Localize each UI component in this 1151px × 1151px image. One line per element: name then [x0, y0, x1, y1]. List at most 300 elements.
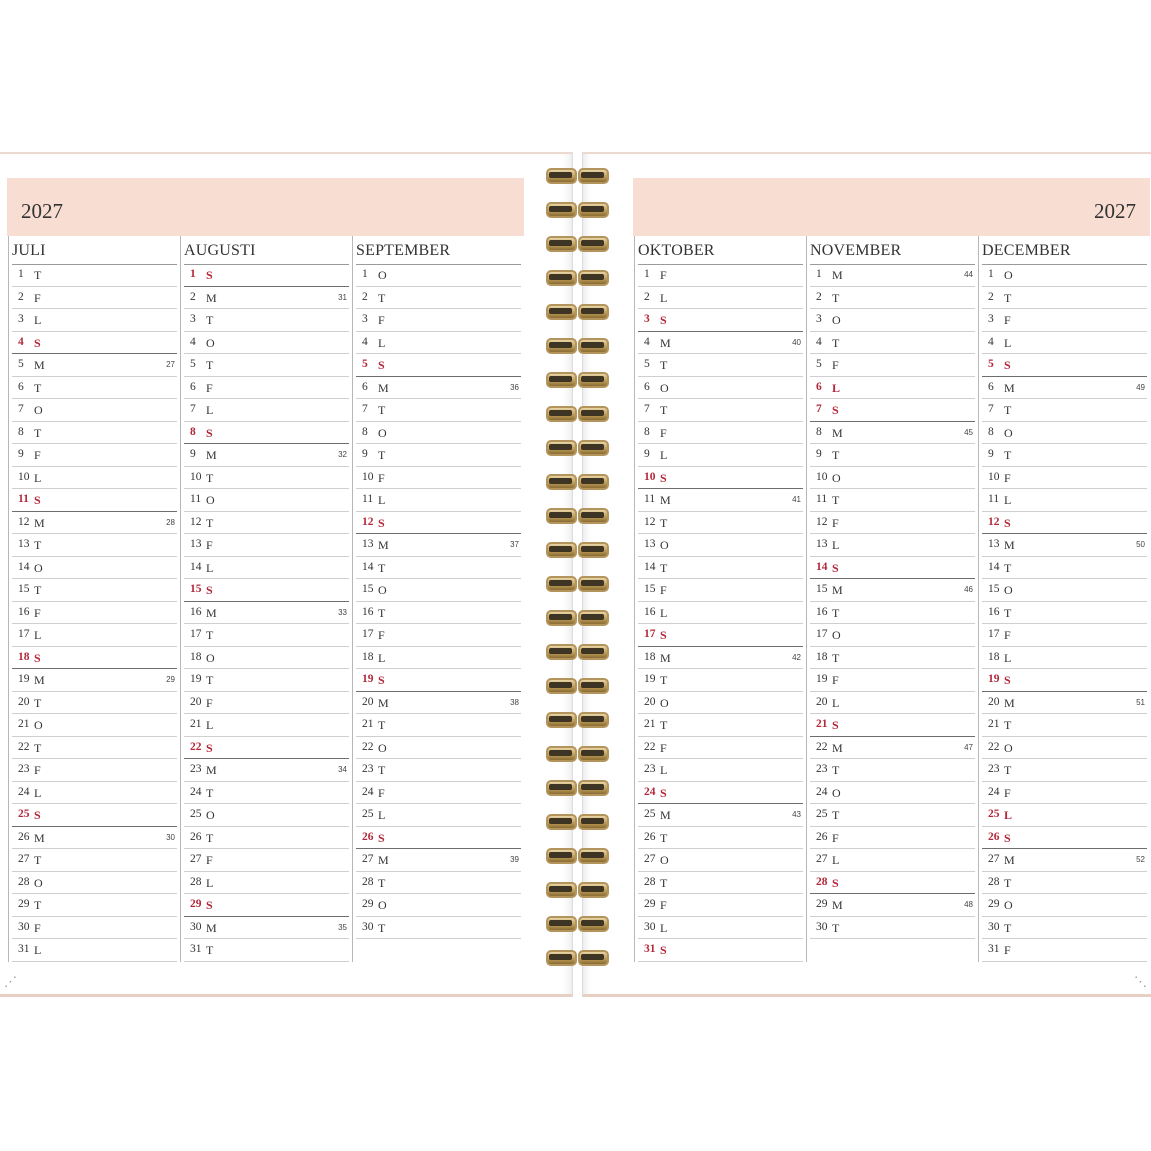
day-number: 13: [988, 538, 1000, 550]
day-row[interactable]: [638, 354, 803, 377]
spiral-ring: [545, 610, 611, 624]
day-row[interactable]: [12, 894, 177, 917]
month-column-december: [978, 236, 1151, 962]
day-row[interactable]: [184, 354, 349, 377]
day-row[interactable]: [982, 692, 1147, 715]
weekday-letter: L: [1004, 650, 1012, 665]
day-row[interactable]: [810, 804, 975, 827]
day-row[interactable]: [982, 354, 1147, 377]
day-number: 26: [190, 830, 202, 843]
week-number: 27: [166, 360, 175, 369]
weekday-letter: T: [660, 403, 668, 417]
day-row[interactable]: [184, 444, 349, 467]
day-row[interactable]: [356, 332, 521, 355]
day-number: 31: [988, 943, 1000, 955]
day-row[interactable]: [184, 849, 349, 872]
day-row[interactable]: [356, 737, 521, 760]
day-row[interactable]: [184, 399, 349, 422]
day-row[interactable]: [810, 894, 975, 917]
day-number: 15: [988, 583, 1000, 595]
weekday-letter: T: [660, 830, 668, 845]
day-row[interactable]: [12, 399, 177, 422]
day-number: 17: [816, 628, 828, 640]
day-number: 7: [816, 403, 822, 415]
weekday-letter: S: [34, 493, 41, 507]
weekday-letter: L: [1004, 808, 1013, 822]
day-row[interactable]: [356, 917, 521, 940]
day-row[interactable]: [810, 602, 975, 625]
day-row[interactable]: [184, 939, 349, 962]
day-row[interactable]: [982, 669, 1147, 692]
day-row[interactable]: [356, 827, 521, 850]
weekday-letter: T: [832, 448, 840, 462]
weekday-letter: F: [378, 785, 385, 800]
day-number: 5: [362, 358, 368, 370]
day-row[interactable]: [356, 534, 521, 557]
day-number: 19: [362, 673, 374, 685]
day-row[interactable]: [356, 692, 521, 715]
day-number: 23: [816, 763, 828, 775]
day-row[interactable]: [356, 377, 521, 400]
day-row[interactable]: [982, 579, 1147, 602]
day-row[interactable]: [356, 354, 521, 377]
day-row[interactable]: [356, 399, 521, 422]
day-row[interactable]: [12, 422, 177, 445]
spiral-ring: [545, 270, 611, 284]
day-number: 1: [18, 268, 24, 280]
day-row[interactable]: [12, 624, 177, 647]
weekday-letter: L: [206, 403, 214, 417]
weekday-letter: F: [34, 448, 41, 462]
day-number: 6: [816, 380, 822, 393]
weekday-letter: F: [34, 763, 41, 777]
day-row[interactable]: [982, 264, 1147, 287]
day-row[interactable]: [638, 377, 803, 400]
weekday-letter: S: [378, 358, 385, 372]
day-row[interactable]: [12, 557, 177, 580]
day-row[interactable]: [638, 624, 803, 647]
day-number: 8: [18, 425, 24, 438]
day-number: 30: [644, 920, 656, 933]
day-row[interactable]: [12, 377, 177, 400]
day-row[interactable]: [184, 872, 349, 895]
day-row[interactable]: [810, 309, 975, 332]
day-row[interactable]: [810, 264, 975, 287]
day-row[interactable]: [356, 264, 521, 287]
day-row[interactable]: [184, 804, 349, 827]
day-row[interactable]: [356, 669, 521, 692]
day-row[interactable]: [12, 714, 177, 737]
day-row[interactable]: [12, 917, 177, 940]
weekday-letter: O: [660, 853, 669, 867]
weekday-letter: M: [206, 763, 217, 777]
day-row[interactable]: [638, 939, 803, 962]
day-row[interactable]: [12, 309, 177, 332]
day-row[interactable]: [982, 894, 1147, 917]
day-number: 28: [816, 875, 828, 888]
day-row[interactable]: [184, 534, 349, 557]
day-row[interactable]: [810, 444, 975, 467]
day-row[interactable]: [12, 782, 177, 805]
weekday-letter: L: [378, 808, 386, 822]
spiral-ring: [545, 338, 611, 352]
day-row[interactable]: [184, 692, 349, 715]
weekday-letter: S: [34, 335, 41, 350]
day-row[interactable]: [12, 534, 177, 557]
day-row[interactable]: [638, 602, 803, 625]
weekday-letter: L: [34, 470, 42, 485]
spiral-ring: [545, 406, 611, 420]
day-row[interactable]: [12, 332, 177, 355]
day-row[interactable]: [810, 377, 975, 400]
weekday-letter: S: [206, 740, 213, 755]
spiral-ring: [545, 916, 611, 930]
day-row[interactable]: [982, 602, 1147, 625]
day-number: 12: [362, 515, 374, 528]
day-row[interactable]: [982, 512, 1147, 535]
weekday-letter: F: [660, 583, 667, 597]
day-number: 4: [644, 335, 650, 348]
day-row[interactable]: [184, 827, 349, 850]
day-row[interactable]: [356, 804, 521, 827]
day-number: 31: [190, 943, 202, 955]
day-row[interactable]: [12, 647, 177, 670]
weekday-letter: S: [206, 583, 213, 597]
weekday-letter: T: [206, 830, 214, 845]
day-row[interactable]: [356, 647, 521, 670]
day-row[interactable]: [638, 399, 803, 422]
day-row[interactable]: [356, 557, 521, 580]
day-row[interactable]: [810, 489, 975, 512]
week-number: 31: [338, 292, 347, 302]
day-row[interactable]: [12, 287, 177, 310]
day-row[interactable]: [638, 827, 803, 850]
day-row[interactable]: [982, 827, 1147, 850]
weekday-letter: T: [832, 920, 840, 935]
weekday-letter: L: [832, 695, 840, 710]
day-row[interactable]: [982, 444, 1147, 467]
day-number: 29: [816, 898, 828, 910]
day-row[interactable]: [810, 917, 975, 940]
day-row[interactable]: [810, 399, 975, 422]
day-row[interactable]: [184, 579, 349, 602]
day-row[interactable]: [810, 782, 975, 805]
day-row[interactable]: [638, 804, 803, 827]
day-number: 12: [816, 515, 828, 528]
day-row[interactable]: [810, 467, 975, 490]
day-row[interactable]: [638, 714, 803, 737]
day-row[interactable]: [982, 377, 1147, 400]
day-row[interactable]: [356, 782, 521, 805]
weekday-letter: T: [206, 943, 214, 957]
day-row[interactable]: [12, 669, 177, 692]
day-number: 6: [988, 380, 994, 393]
day-row[interactable]: [982, 624, 1147, 647]
day-row[interactable]: [638, 489, 803, 512]
day-row[interactable]: [12, 444, 177, 467]
day-row[interactable]: [810, 422, 975, 445]
day-row[interactable]: [810, 714, 975, 737]
day-row[interactable]: [982, 849, 1147, 872]
day-number: 2: [644, 290, 650, 303]
day-number: 14: [190, 560, 202, 573]
day-row[interactable]: [356, 444, 521, 467]
day-row[interactable]: [356, 759, 521, 782]
day-row[interactable]: [810, 287, 975, 310]
day-row[interactable]: [982, 917, 1147, 940]
day-row[interactable]: [184, 669, 349, 692]
weekday-letter: T: [1004, 403, 1012, 417]
day-number: 29: [644, 898, 656, 910]
day-row[interactable]: [356, 872, 521, 895]
day-row[interactable]: [184, 602, 349, 625]
weekday-letter: F: [34, 920, 41, 935]
day-row[interactable]: [12, 579, 177, 602]
day-row[interactable]: [638, 894, 803, 917]
day-row[interactable]: [982, 287, 1147, 310]
week-number: 45: [964, 427, 973, 437]
day-row[interactable]: [356, 602, 521, 625]
day-number: 30: [362, 920, 374, 933]
day-row[interactable]: [184, 264, 349, 287]
day-row[interactable]: [982, 782, 1147, 805]
weekday-letter: O: [832, 785, 841, 800]
day-row[interactable]: [184, 624, 349, 647]
day-row[interactable]: [638, 872, 803, 895]
day-row[interactable]: [810, 557, 975, 580]
day-number: 13: [18, 538, 30, 550]
day-row[interactable]: [810, 872, 975, 895]
day-row[interactable]: [184, 422, 349, 445]
day-row[interactable]: [12, 827, 177, 850]
weekday-letter: L: [34, 628, 42, 642]
day-row[interactable]: [184, 647, 349, 670]
day-row[interactable]: [638, 332, 803, 355]
weekday-letter: M: [1004, 538, 1015, 552]
day-row[interactable]: [810, 827, 975, 850]
day-row[interactable]: [810, 534, 975, 557]
day-row[interactable]: [638, 849, 803, 872]
day-row[interactable]: [982, 647, 1147, 670]
weekday-letter: L: [378, 493, 386, 507]
day-row[interactable]: [356, 287, 521, 310]
day-row[interactable]: [638, 759, 803, 782]
day-row[interactable]: [184, 287, 349, 310]
weekday-letter: S: [378, 830, 385, 845]
weekday-letter: T: [206, 785, 214, 800]
day-row[interactable]: [638, 647, 803, 670]
day-number: 9: [362, 448, 368, 460]
weekday-letter: M: [34, 830, 45, 845]
day-number: 10: [988, 470, 1000, 483]
spiral-ring: [545, 678, 611, 692]
day-row[interactable]: [982, 759, 1147, 782]
day-row[interactable]: [810, 737, 975, 760]
day-row[interactable]: [810, 624, 975, 647]
weekday-letter: T: [1004, 718, 1012, 732]
day-row[interactable]: [184, 309, 349, 332]
day-number: 22: [988, 740, 1000, 753]
day-row[interactable]: [356, 624, 521, 647]
day-row[interactable]: [982, 737, 1147, 760]
day-row[interactable]: [638, 579, 803, 602]
spiral-binding: [545, 168, 611, 978]
day-row[interactable]: [184, 512, 349, 535]
day-row[interactable]: [356, 512, 521, 535]
day-row[interactable]: [184, 377, 349, 400]
day-row[interactable]: [184, 332, 349, 355]
day-row[interactable]: [638, 557, 803, 580]
day-row[interactable]: [356, 579, 521, 602]
day-row[interactable]: [638, 534, 803, 557]
day-row[interactable]: [638, 444, 803, 467]
day-row[interactable]: [184, 489, 349, 512]
weekday-letter: M: [378, 538, 389, 552]
day-row[interactable]: [810, 332, 975, 355]
day-row[interactable]: [982, 489, 1147, 512]
day-row[interactable]: [982, 332, 1147, 355]
day-row[interactable]: [982, 557, 1147, 580]
weekday-letter: L: [34, 785, 42, 800]
weekday-letter: T: [378, 560, 386, 575]
day-number: 11: [988, 493, 1000, 505]
day-row[interactable]: [638, 737, 803, 760]
day-row[interactable]: [12, 804, 177, 827]
day-row[interactable]: [638, 287, 803, 310]
weekday-letter: S: [660, 943, 667, 957]
day-row[interactable]: [982, 309, 1147, 332]
day-row[interactable]: [982, 467, 1147, 490]
day-row[interactable]: [184, 894, 349, 917]
day-row[interactable]: [810, 669, 975, 692]
day-row[interactable]: [982, 939, 1147, 962]
day-row[interactable]: [12, 939, 177, 962]
day-number: 19: [190, 673, 202, 685]
day-number: 14: [988, 560, 1000, 573]
day-row[interactable]: [638, 422, 803, 445]
day-row[interactable]: [12, 737, 177, 760]
day-row[interactable]: [184, 467, 349, 490]
weekday-letter: O: [206, 335, 215, 350]
day-row[interactable]: [12, 602, 177, 625]
day-row[interactable]: [184, 557, 349, 580]
day-row[interactable]: [638, 917, 803, 940]
day-number: 29: [18, 898, 30, 910]
weekday-letter: T: [206, 470, 214, 485]
day-row[interactable]: [810, 759, 975, 782]
day-row[interactable]: [810, 647, 975, 670]
day-number: 1: [190, 268, 196, 280]
day-row[interactable]: [12, 872, 177, 895]
day-number: 6: [190, 380, 196, 393]
day-row[interactable]: [356, 714, 521, 737]
day-number: 22: [362, 740, 374, 753]
day-row[interactable]: [638, 692, 803, 715]
day-row[interactable]: [184, 759, 349, 782]
day-row[interactable]: [810, 354, 975, 377]
weekday-letter: T: [34, 853, 42, 867]
day-number: 25: [988, 808, 1000, 820]
day-row[interactable]: [810, 512, 975, 535]
day-number: 15: [644, 583, 656, 595]
day-row[interactable]: [638, 309, 803, 332]
day-row[interactable]: [12, 512, 177, 535]
day-number: 8: [988, 425, 994, 438]
day-number: 4: [190, 335, 196, 348]
day-row[interactable]: [638, 264, 803, 287]
day-number: 29: [362, 898, 374, 910]
day-row[interactable]: [12, 354, 177, 377]
spiral-ring: [545, 644, 611, 658]
week-number: 41: [792, 495, 801, 504]
day-row[interactable]: [982, 872, 1147, 895]
day-row[interactable]: [184, 917, 349, 940]
day-row[interactable]: [356, 309, 521, 332]
day-number: 12: [190, 515, 202, 528]
day-number: 2: [362, 290, 368, 303]
weekday-letter: M: [206, 920, 217, 935]
day-row[interactable]: [638, 512, 803, 535]
day-row[interactable]: [982, 422, 1147, 445]
weekday-letter: T: [1004, 605, 1012, 620]
day-row[interactable]: [12, 759, 177, 782]
day-row[interactable]: [982, 714, 1147, 737]
week-number: 36: [510, 382, 519, 392]
weekday-letter: S: [1004, 673, 1011, 687]
day-row[interactable]: [982, 804, 1147, 827]
day-row[interactable]: [982, 534, 1147, 557]
day-row[interactable]: [638, 669, 803, 692]
day-number: 23: [190, 763, 202, 775]
day-row[interactable]: [184, 782, 349, 805]
day-row[interactable]: [12, 849, 177, 872]
day-number: 24: [18, 785, 30, 798]
day-row[interactable]: [356, 489, 521, 512]
day-row[interactable]: [638, 782, 803, 805]
day-row[interactable]: [810, 579, 975, 602]
day-number: 25: [362, 808, 374, 820]
weekday-letter: O: [660, 538, 669, 552]
weekday-letter: M: [1004, 380, 1015, 395]
day-row[interactable]: [356, 894, 521, 917]
day-row[interactable]: [12, 692, 177, 715]
day-number: 17: [362, 628, 374, 640]
weekday-letter: S: [832, 403, 839, 417]
day-number: 16: [988, 605, 1000, 618]
day-number: 29: [988, 898, 1000, 910]
day-row[interactable]: [982, 399, 1147, 422]
day-row[interactable]: [810, 849, 975, 872]
day-row[interactable]: [810, 692, 975, 715]
week-number: 28: [166, 517, 175, 527]
day-number: 9: [644, 448, 650, 460]
day-number: 28: [18, 875, 30, 888]
day-row[interactable]: [356, 849, 521, 872]
day-number: 22: [18, 740, 30, 753]
day-number: 11: [816, 493, 828, 505]
day-row[interactable]: [356, 467, 521, 490]
day-row[interactable]: [356, 422, 521, 445]
day-row[interactable]: [184, 737, 349, 760]
day-row[interactable]: [638, 467, 803, 490]
day-row[interactable]: [12, 264, 177, 287]
weekday-letter: F: [660, 425, 667, 440]
day-row[interactable]: [12, 467, 177, 490]
week-number: 42: [792, 652, 801, 662]
day-row[interactable]: [12, 489, 177, 512]
day-number: 7: [988, 403, 994, 415]
day-row[interactable]: [184, 714, 349, 737]
